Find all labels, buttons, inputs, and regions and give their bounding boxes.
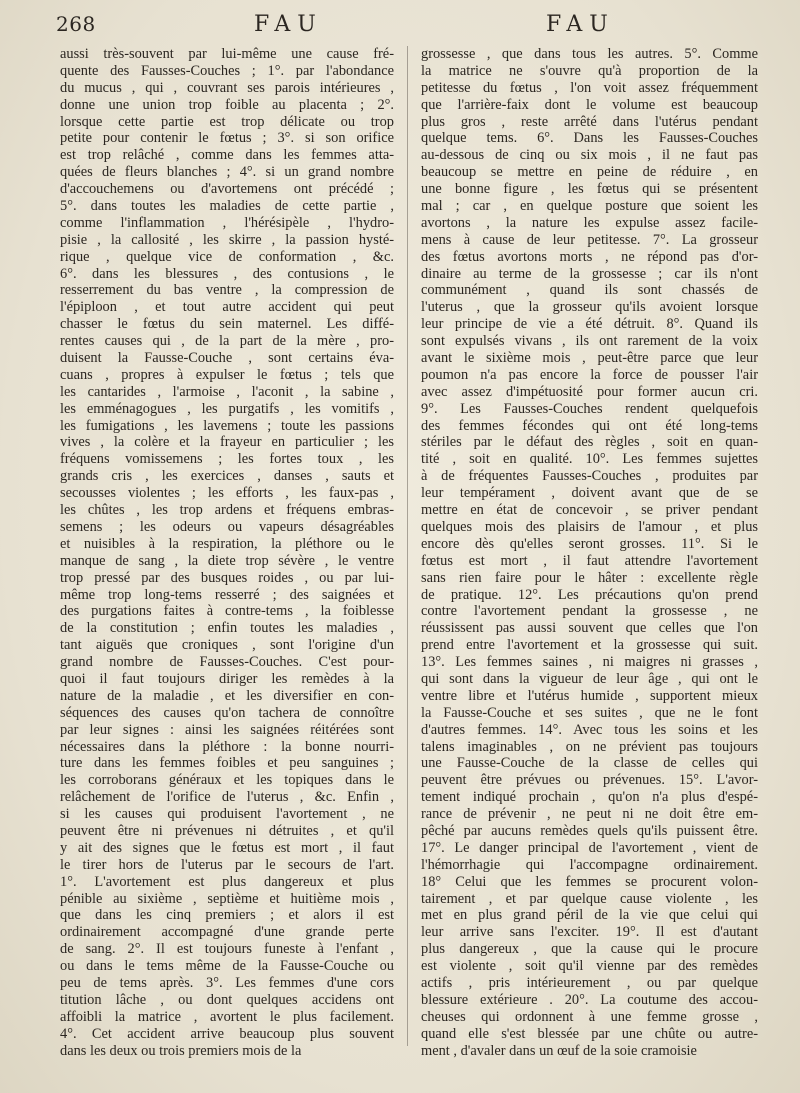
text-line: que l'arrière-faix dont le volume est beaucoup [421,96,758,113]
text-line: leur tempérament , doivent avant que de se [421,485,758,502]
text-line: manque de sang , la diete trop sévère , le ventre [60,552,394,569]
text-line: et nuisibles à la respiration, la pléthore ou le [60,535,394,552]
text-line: que dans les cinq premiers ; et alors il est [60,907,394,924]
text-line: les fumigations , les lavemens ; toute les passions [60,417,394,434]
text-line: sans rien faire pour le hâter : excellente règle [421,569,758,586]
text-line: stériles par le défaut des règles , soit en quan- [421,434,758,451]
text-line: leur principe de vie a été détruit. 8°. Quand ils [421,316,758,333]
text-line: tant aiguës que croniques , sont l'origine d'un [60,637,394,654]
text-line: prend entre l'avortement et la grossesse qui suit. [421,637,758,654]
text-line: comme l'inflammation , l'hérésipèle , l'hydro- [60,214,394,231]
left-text-column [60,46,394,1059]
text-line: quand elle s'est blessée par une chûte ou autre- [421,1025,758,1042]
text-line: des purgations faites à contre-tems , la foiblesse [60,603,394,620]
text-line: par leur signes : ainsi les saignées réitérées sont [60,721,394,738]
text-line: lorsque cette partie est trop délicate ou trop [60,113,394,130]
text-line: la Fausse-Couche et ses suites , que ne le font [421,704,758,721]
text-line: rentes causes qui , de la part de la mère , pro- [60,333,394,350]
text-line: l'épiploon , et tout autre accident qui peut [60,299,394,316]
running-head-right: FAU [546,12,615,37]
text-line: avec assez d'impétuosité pour former aucun cri. [421,383,758,400]
text-line: l'hémorrhagie qui l'accompagne ordinairement. [421,856,758,873]
text-line: même trop long-tems resserré ; des saignées et [60,586,394,603]
text-line: les corroborans généraux et les topiques dans le [60,772,394,789]
text-line: est violente , soit qu'il vienne par des remèdes [421,958,758,975]
text-line: les emménagogues , les purgatifs , les vomitifs , [60,400,394,417]
text-line: mettre en état de concevoir , se priver pendant [421,502,758,519]
text-line: ordinairement accompagné d'une grande perte [60,924,394,941]
text-line: 18° Celui que les femmes se procurent volon- [421,873,758,890]
page-number: 268 [56,12,96,36]
text-line: quelque tems. 6°. Dans les Fausses-Couches [421,130,758,147]
text-line: de pratique. 12°. Les précautions qu'on prend [421,586,758,603]
text-line: y ait des signes que le fœtus est mort , il faut [60,839,394,856]
text-line: mal ; car , en quelque posture que soient les [421,198,758,215]
text-line: encore dès qu'elles seront grosses. 11°. Si le [421,535,758,552]
text-line: cuans , propres à expulser le fœtus ; tels que [60,366,394,383]
text-line: donne une union trop foible au placenta ; 2°. [60,96,394,113]
text-line: grossesse , que dans tous les autres. 5°. Comme [421,46,758,62]
text-line: grand nombre de Fausses-Couches. C'est pour- [60,654,394,671]
text-line: aussi très-souvent par lui-même une cause fré- [60,46,394,62]
text-line: mens à cause de leur petitesse. 7°. La grosseur [421,231,758,248]
text-line: une Fausse-Couche de la classe de celles qui [421,755,758,772]
text-line: beaucoup se mettre en peine de réduire , en [421,164,758,181]
text-line: nécessaires dans la pléthore : la bonne nourri- [60,738,394,755]
text-line: ment , d'avaler dans un œuf de la soie cramoisie [421,1042,697,1059]
text-line: des fœtus avortons morts , ne répond pas d'or- [421,248,758,265]
text-line: d'accouchemens ou d'avortemens ont précédé ; [60,181,394,198]
running-head-left: FAU [254,12,323,37]
text-line: à de fréquentes Fausses-Couches , produites par [421,468,758,485]
text-line: actifs , pris intérieurement , ou par quelque [421,974,758,991]
text-line: quoi il faut toujours diriger les remèdes à la [60,670,394,687]
text-line: titution lâche , ou dont quelques accidens ont [60,991,394,1008]
text-line: secousses violentes ; les efforts , les faux-pas , [60,485,394,502]
text-line: leur arrive sans l'exciter. 19°. Il est d'autant [421,924,758,941]
text-line: semens ; les odeurs ou vapeurs désagréables [60,518,394,535]
text-line: réussissent pas aussi souvent que celles que l'on [421,620,758,637]
text-line: sont expulsés vivans , ils ont rarement de la voix [421,333,758,350]
text-line: communément , quand ils sont chassés de [421,282,758,299]
text-line: tité , soit en qualité. 10°. Les femmes sujettes [421,451,758,468]
text-line: poumon n'a pas encore la force de pousser l'air [421,366,758,383]
text-line: quente des Fausses-Couches ; 1°. par l'abondance [60,62,394,79]
text-line: tairement , et par quelque cause violente , les [421,890,758,907]
text-line: rance de prévenir , ne peut ni ne doit être em- [421,806,758,823]
text-line: blessure extérieure . 20°. La coutume des accou- [421,991,758,1008]
text-line: cheuses qui ordonnent à une femme grosse , [421,1008,758,1025]
text-line: plus gros , reste arrêté dans l'utérus pendant [421,113,758,130]
text-line: ture dans les femmes foibles et peu sanguines ; [60,755,394,772]
text-line: 9°. Les Fausses-Couches rendent quelquefois [421,400,758,417]
text-line: l'uterus , que la grosseur qu'ils avoient lorsque [421,299,758,316]
text-line: de sang. 2°. Il est toujours funeste à l'enfant , [60,941,394,958]
text-line: si les causes qui produisent l'avortement , ne [60,806,394,823]
text-line: trop pressé par des busques roides , ou par lui- [60,569,394,586]
text-line: 4°. Cet accident arrive beaucoup plus souvent [60,1025,394,1042]
text-line: nature de la maladie , et les diversifier en con- [60,687,394,704]
text-line: dinaire au terme de la grossesse ; car ils n'ont [421,265,758,282]
text-line: 1°. L'avortement est plus dangereux et plus [60,873,394,890]
text-line: rique , quelque vice de conformation , &c. [60,248,394,265]
text-line: 5°. dans toutes les maladies de cette partie , [60,198,394,215]
text-line: pisie , la callosité , les skirre , la passion hysté- [60,231,394,248]
column-divider [407,46,408,1046]
text-line: resserrement du bas ventre , la compression de [60,282,394,299]
text-line: relâchement de l'orifice de l'uterus , &c. Enfin , [60,789,394,806]
text-line: au-dessous de cinq ou six mois , il ne faut pas [421,147,758,164]
text-line: dans les deux ou trois premiers mois de la [60,1042,302,1059]
text-line: avortons , la nature les expulse assez facile- [421,214,758,231]
text-line: quées de fleurs blanches ; 4°. si un grand nombre [60,164,394,181]
text-line: la matrice ne s'ouvre qu'à proportion de la [421,62,758,79]
text-line: les cantarides , l'armoise , l'aconit , la sabine , [60,383,394,400]
page-header [56,12,754,42]
text-line: d'autres femmes. 14°. Avec tous les soins et les [421,721,758,738]
text-line: peuvent être ni prévenues ni détruites , et qu'il [60,822,394,839]
text-line: peuvent être prévues ou prévenues. 15°. L'avor- [421,772,758,789]
text-line: quelques mois des plaisirs de l'amour , et plus [421,518,758,535]
text-line: chasser le fœtus du sein maternel. Les diffé- [60,316,394,333]
text-line: qui sont dans la vigueur de leur âge , qui ont le [421,670,758,687]
text-line: duisent la Fausse-Couche , sont certains éva- [60,350,394,367]
right-text-column [421,46,758,1059]
text-line: ou dans le tems même de la Fausse-Couche ou [60,958,394,975]
text-line: tement indiqué prochain , qu'on n'a plus d'espé- [421,789,758,806]
text-line: fœtus est mort , il faut attendre l'avortement [421,552,758,569]
text-line: séquences des causes qu'on tachera de connoître [60,704,394,721]
text-line: de la constitution ; enfin toutes les maladies , [60,620,394,637]
text-line: 13°. Les femmes saines , ni maigres ni grasses , [421,654,758,671]
text-line: met en plus grand péril de la vie que celui qui [421,907,758,924]
text-line: petite pour contenir le fœtus ; 3°. si son orifice [60,130,394,147]
text-line: 17°. Le danger principal de l'avortement , vient de [421,839,758,856]
text-line: du mucus , qui , couvrant ses parois intérieures , [60,79,394,96]
text-line: pêché par aucuns remèdes quels qu'ils puissent être. [421,822,758,839]
text-line: grands cris , les exercices , danses , sauts et [60,468,394,485]
text-line: est trop relâché , comme dans les femmes atta- [60,147,394,164]
text-line: talens imaginables , on ne prévient pas toujours [421,738,758,755]
text-line: fréquens vomissemens ; les fortes toux , les [60,451,394,468]
text-line: petitesse du fœtus , l'on voit assez fréquemment [421,79,758,96]
text-line: 6°. dans les blessures , des contusions , le [60,265,394,282]
text-line: pénible au sixième , septième et huitième mois , [60,890,394,907]
text-line: contre l'avortement pendant la grossesse , ne [421,603,758,620]
text-line: des femmes fécondes qui ont été long-tems [421,417,758,434]
text-line: peu de tems après. 3°. Les femmes d'une cors [60,974,394,991]
text-line: affoibli la matrice , avortent le plus facilement. [60,1008,394,1025]
text-line: une bonne figure , les fœtus qui se présentent [421,181,758,198]
text-line: ventre libre et l'utérus humide , supportent mieux [421,687,758,704]
text-line: les chûtes , les trop ardens et fréquens embras- [60,502,394,519]
text-line: vives , la colère et la frayeur en particulier ; les [60,434,394,451]
text-line: avant le sixième mois , peut-être parce que leur [421,350,758,367]
text-line: plus dangereux , que la cause qui le procure [421,941,758,958]
text-line: le tirer hors de l'uterus par le secours de l'art. [60,856,394,873]
